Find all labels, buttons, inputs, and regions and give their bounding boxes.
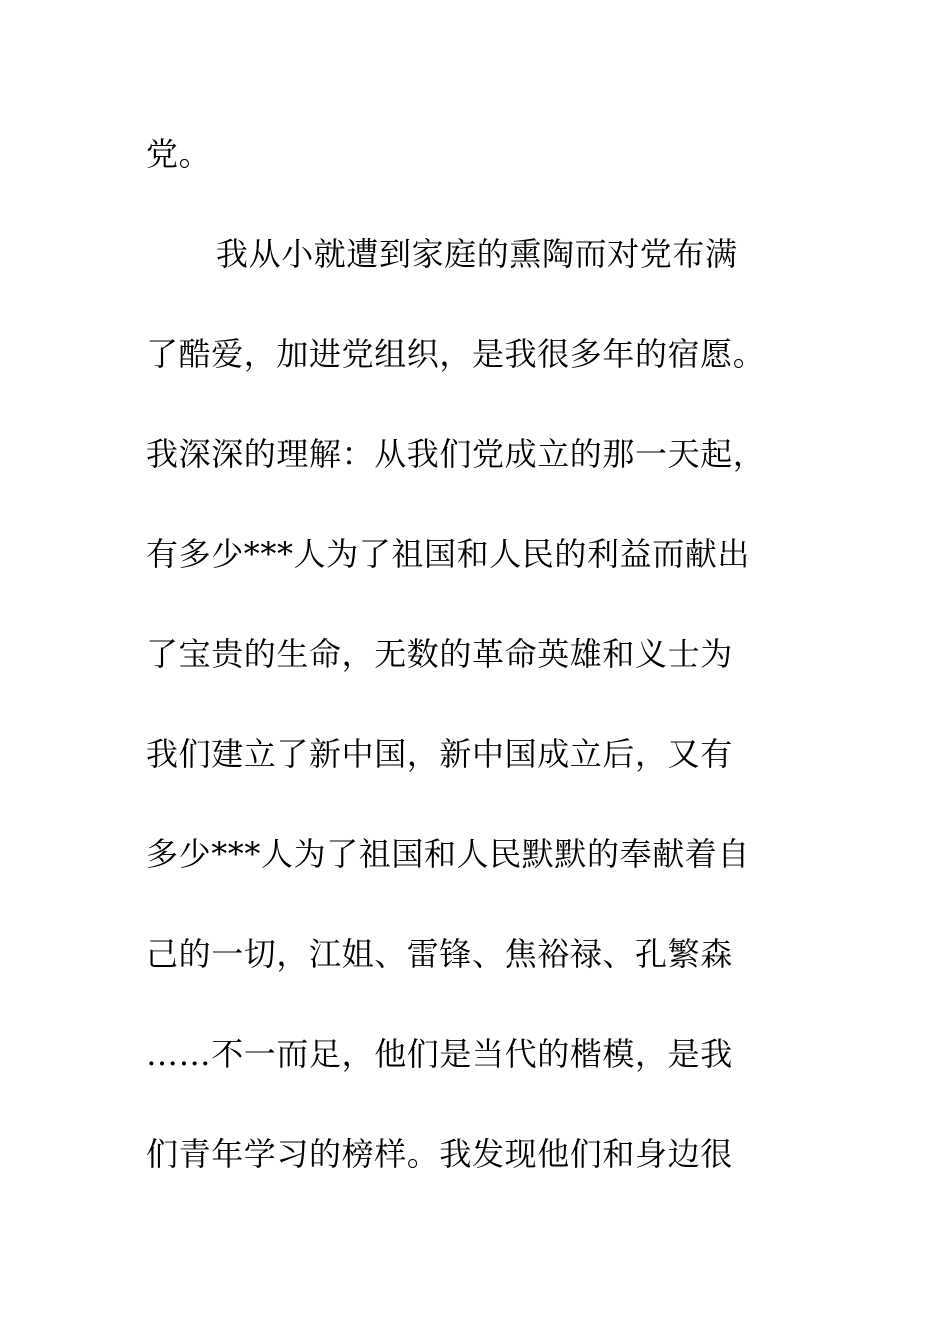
text-line: 多少***人为了祖国和人民默默的奉献着自: [146, 835, 751, 873]
text-line: 我从小就遭到家庭的熏陶而对党布满: [216, 235, 738, 273]
text-line: 了宝贵的生命，无数的革命英雄和义士为: [146, 635, 733, 673]
text-line: ……不一而足，他们是当代的楷模，是我: [146, 1035, 733, 1073]
text-line: 我们建立了新中国，新中国成立后，又有: [146, 735, 733, 773]
text-line: 了酷爱，加进党组织，是我很多年的宿愿。: [146, 335, 766, 373]
text-line: 党。: [146, 135, 212, 173]
body-text: [146, 124, 846, 1224]
text-line: 己的一切，江姐、雷锋、焦裕禄、孔繁森: [146, 935, 733, 973]
text-line: 们青年学习的榜样。我发现他们和身边很: [146, 1135, 733, 1173]
text-line: 有多少***人为了祖国和人民的利益而献出: [146, 535, 751, 573]
text-line: 我深深的理解：从我们党成立的那一天起，: [146, 435, 766, 473]
